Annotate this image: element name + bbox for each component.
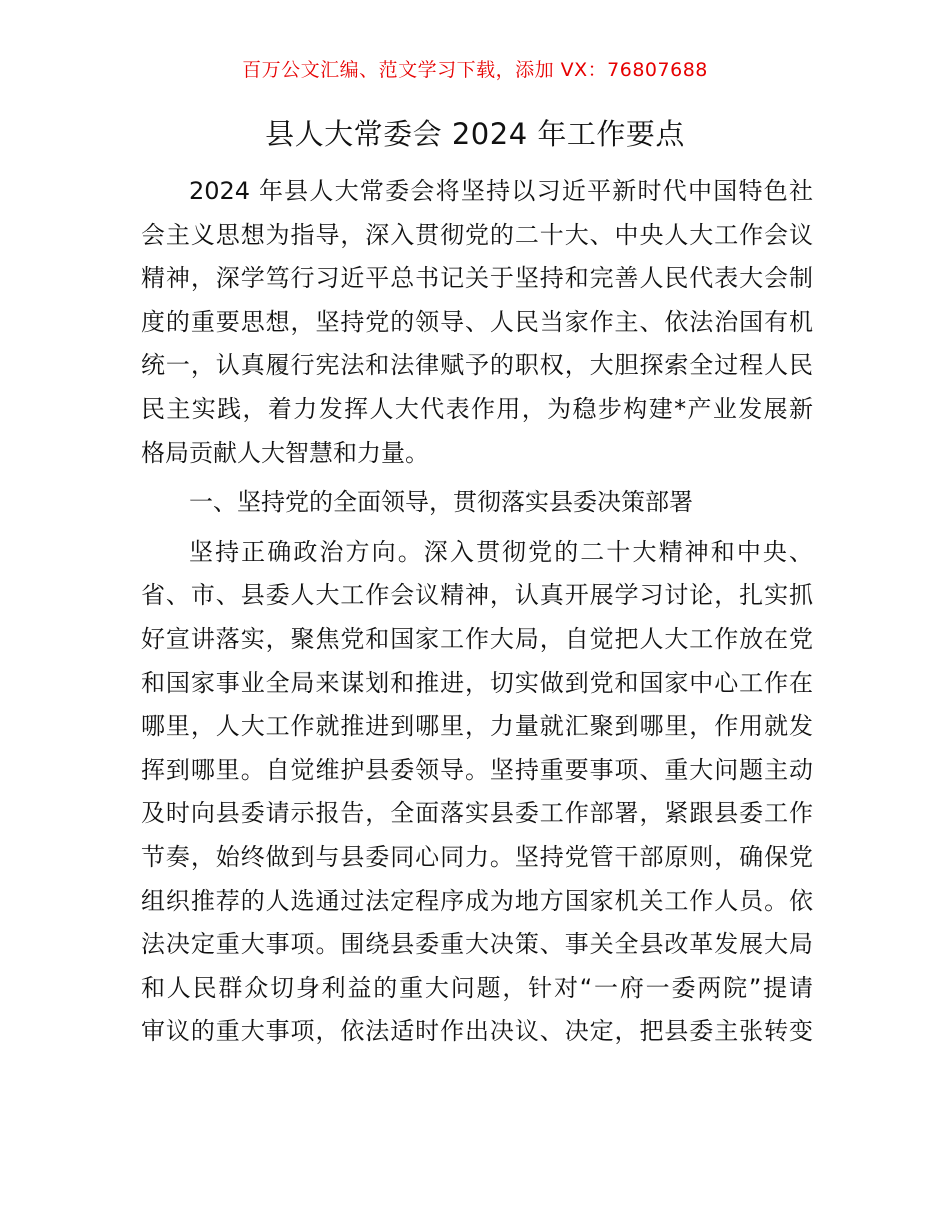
paragraph-line: 精神，深学笃行习近平总书记关于坚持和完善人民代表大会制 <box>141 264 813 293</box>
paragraph-line: 省、市、县委人大工作会议精神，认真开展学习讨论，扎实抓 <box>141 581 813 610</box>
paragraph-line: 2024 年县人大常委会将坚持以习近平新时代中国特色社 <box>189 177 813 205</box>
paragraph-line: 法决定重大事项。围绕县委重大决策、事关全县改革发展大局 <box>141 930 813 959</box>
paragraph-line: 坚持正确政治方向。深入贯彻党的二十大精神和中央、 <box>189 537 813 566</box>
paragraph-line: 及时向县委请示报告，全面落实县委工作部署，紧跟县委工作 <box>141 799 813 828</box>
paragraph-line: 组织推荐的人选通过法定程序成为地方国家机关工作人员。依 <box>141 886 813 915</box>
paragraph-line: 会主义思想为指导，深入贯彻党的二十大、中央人大工作会议 <box>141 220 813 249</box>
paragraph-line: 哪里，人大工作就推进到哪里，力量就汇聚到哪里，作用就发 <box>141 712 813 741</box>
paragraph-line: 格局贡献人大智慧和力量。 <box>141 438 429 467</box>
section-heading: 一、坚持党的全面领导，贯彻落实县委决策部署 <box>189 488 693 517</box>
document-title: 县人大常委会 2024 年工作要点 <box>265 117 685 151</box>
paragraph-line: 和国家事业全局来谋划和推进，切实做到党和国家中心工作在 <box>141 668 813 697</box>
paragraph-line: 好宣讲落实，聚焦党和国家工作大局，自觉把人大工作放在党 <box>141 624 813 653</box>
paragraph-line: 审议的重大事项，依法适时作出决议、决定，把县委主张转变 <box>141 1017 813 1046</box>
paragraph-line: 挥到哪里。自觉维护县委领导。坚持重要事项、重大问题主动 <box>141 755 813 784</box>
paragraph-line: 节奏，始终做到与县委同心同力。坚持党管干部原则，确保党 <box>141 842 813 871</box>
header-note: 百万公文汇编、范文学习下载，添加 VX：76807688 <box>242 59 708 81</box>
paragraph-line: 民主实践，着力发挥人大代表作用，为稳步构建*产业发展新 <box>141 394 813 423</box>
document-body <box>141 170 813 1054</box>
paragraph-line: 统一，认真履行宪法和法律赋予的职权，大胆探索全过程人民 <box>141 351 813 380</box>
paragraph-line: 和人民群众切身利益的重大问题，针对“一府一委两院”提请 <box>141 973 813 1002</box>
paragraph-line: 度的重要思想，坚持党的领导、人民当家作主、依法治国有机 <box>141 307 813 336</box>
